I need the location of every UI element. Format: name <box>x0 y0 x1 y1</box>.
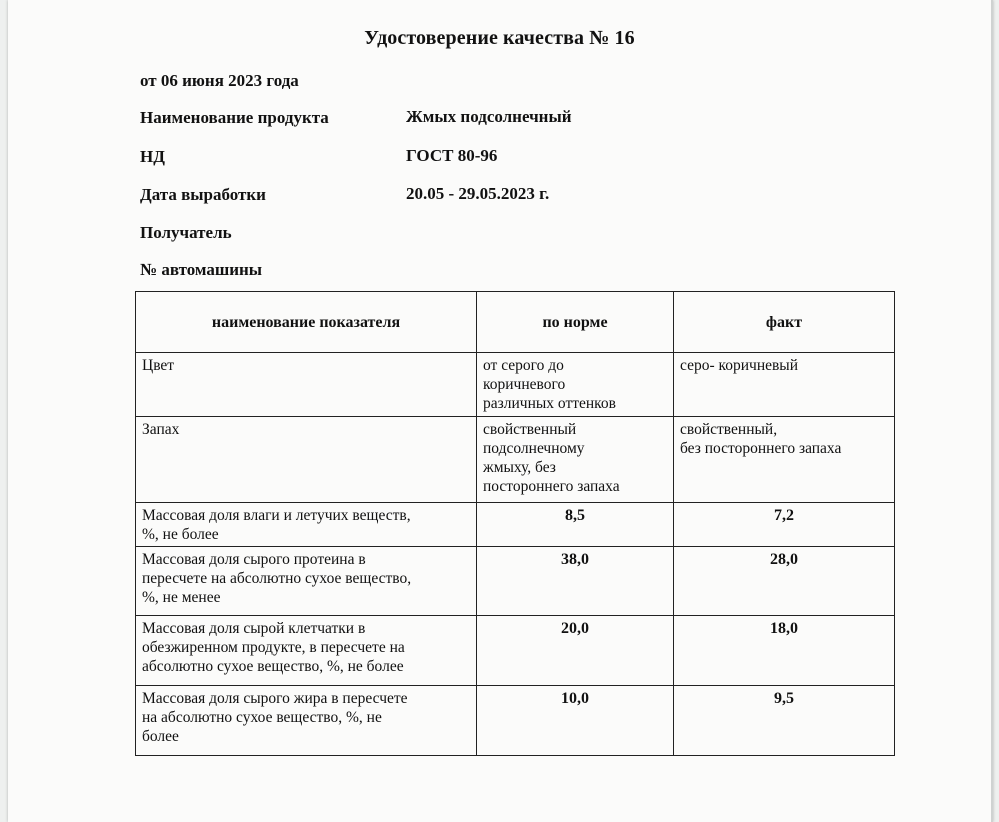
row-fact: 18,0 <box>674 616 895 686</box>
document-title: Удостоверение качества № 16 <box>364 27 635 49</box>
row-fact: 7,2 <box>674 503 895 547</box>
row-name: Цвет <box>136 353 477 417</box>
field-value-nd: ГОСТ 80-96 <box>406 146 498 165</box>
table-row <box>136 547 895 616</box>
row-norm: 8,5 <box>477 503 674 547</box>
row-fact: серо- коричневый <box>674 353 895 417</box>
field-label-product: Наименование продукта <box>140 108 329 127</box>
table-row <box>136 616 895 686</box>
header-fact: факт <box>674 292 895 353</box>
row-norm: свойственный подсолнечному жмыху, без постороннего запаха <box>477 417 674 503</box>
field-label-recipient: Получатель <box>140 223 232 242</box>
row-fact: 9,5 <box>674 686 895 756</box>
row-norm: 20,0 <box>477 616 674 686</box>
field-label-nd: НД <box>140 147 165 166</box>
table-row <box>136 503 895 547</box>
field-label-vehicle-number: № автомашины <box>140 260 263 279</box>
field-value-product: Жмых подсолнечный <box>406 107 572 126</box>
row-name: Массовая доля сырого протеина в пересчете на абсолютно сухое вещество, %, не менее <box>136 547 477 616</box>
document-date: от 06 июня 2023 года <box>140 71 299 90</box>
row-norm: от серого до коричневого различных оттенков <box>477 353 674 417</box>
row-norm: 10,0 <box>477 686 674 756</box>
row-name: Запах <box>136 417 477 503</box>
quality-table <box>135 291 895 756</box>
table-row <box>136 417 895 503</box>
row-name: Массовая доля сырой клетчатки в обезжиренном продукте, в пересчете на абсолютно сухое вещество, %, не более <box>136 616 477 686</box>
header-norm: по норме <box>477 292 674 353</box>
table-row <box>136 686 895 756</box>
row-name: Массовая доля влаги и летучих веществ, %, не более <box>136 503 477 547</box>
field-value-production-date: 20.05 - 29.05.2023 г. <box>406 184 550 203</box>
row-fact: свойственный, без постороннего запаха <box>674 417 895 503</box>
row-name: Массовая доля сырого жира в пересчете на абсолютно сухое вещество, %, не более <box>136 686 477 756</box>
row-norm: 38,0 <box>477 547 674 616</box>
table-row <box>136 353 895 417</box>
field-label-production-date: Дата выработки <box>140 185 266 204</box>
row-fact: 28,0 <box>674 547 895 616</box>
table-header-row <box>136 292 895 353</box>
header-indicator: наименование показателя <box>136 292 477 353</box>
